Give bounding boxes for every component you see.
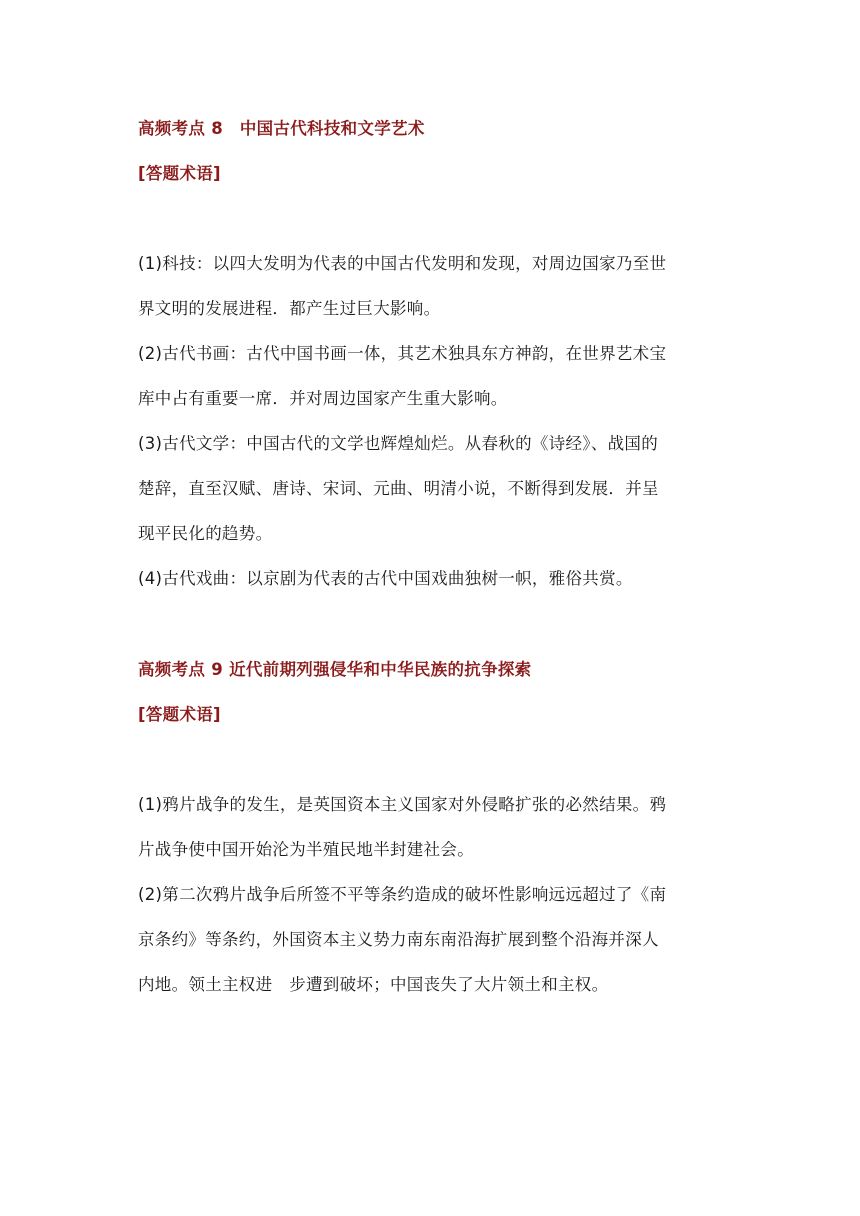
paragraph-line: 楚辞，直至汉赋、唐诗、宋词、元曲、明清小说，不断得到发展．并呈 <box>138 479 659 498</box>
section-heading-2: 高频考点 9 近代前期列强侵华和中华民族的抗争探索 <box>138 660 532 679</box>
paragraph-line: 内地。领土主权进 步遭到破坏；中国丧失了大片领土和主权。 <box>138 975 609 994</box>
paragraph-line: 现平民化的趋势。 <box>138 524 273 543</box>
answer-terms-label-2: [答题术语] <box>138 705 221 724</box>
section-heading-1: 高频考点 8 中国古代科技和文学艺术 <box>138 119 425 138</box>
paragraph-line: (3)古代文学：中国古代的文学也辉煌灿烂。从春秋的《诗经》、战国的 <box>138 434 659 453</box>
paragraph-line: (2)古代书画：古代中国书画一体，其艺术独具东方神韵，在世界艺术宝 <box>138 344 667 363</box>
paragraph-line: (1)科技：以四大发明为代表的中国古代发明和发现，对周边国家乃至世 <box>138 254 667 273</box>
paragraph-line: 片战争使中国开始沦为半殖民地半封建社会。 <box>138 840 474 859</box>
paragraph-line: 库中占有重要一席．并对周边国家产生重大影响。 <box>138 389 508 408</box>
paragraph-line: 京条约》等条约，外国资本主义势力南东南沿海扩展到整个沿海并深人 <box>138 930 659 949</box>
paragraph-line: (2)第二次鸦片战争后所签不平等条约造成的破坏性影响远远超过了《南 <box>138 885 667 904</box>
paragraph-line: (4)古代戏曲：以京剧为代表的古代中国戏曲独树一帜，雅俗共赏。 <box>138 569 633 588</box>
paragraph-line: (1)鸦片战争的发生，是英国资本主义国家对外侵略扩张的必然结果。鸦 <box>138 795 667 814</box>
paragraph-line: 界文明的发展进程．都产生过巨大影响。 <box>138 299 441 318</box>
answer-terms-label-1: [答题术语] <box>138 164 221 183</box>
